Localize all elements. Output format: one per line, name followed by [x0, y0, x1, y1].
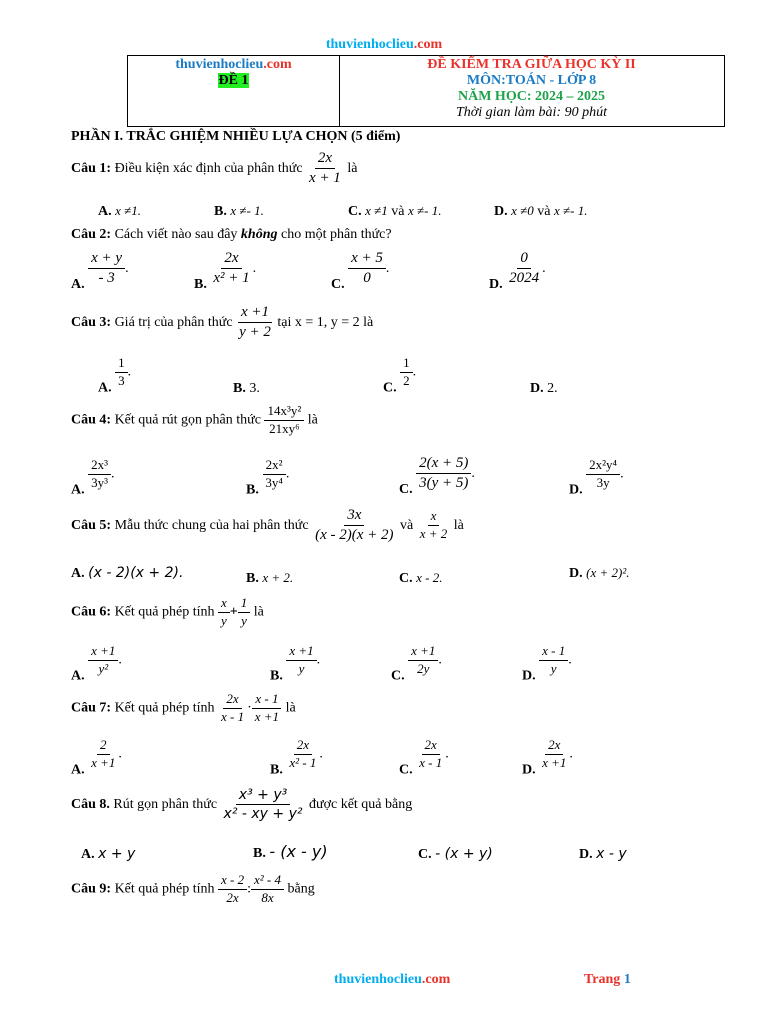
option-a[interactable]: A. $\frac{\text{2x³}}{\text{3y³}}$ . — [71, 457, 115, 498]
question-text-after: là — [285, 700, 296, 716]
option-letter: C. — [399, 571, 413, 586]
question-text-after: là — [453, 517, 464, 533]
header-site-red: .com — [263, 57, 292, 72]
option-b[interactable] — [253, 842, 328, 862]
numerator: 2x² — [263, 458, 286, 475]
operator: + — [229, 604, 238, 620]
top-site-name — [0, 37, 768, 53]
question-text-after: bằng — [287, 881, 315, 897]
option-b[interactable]: B. $\frac{2x}{\text{x² + 1}}$ . — [194, 250, 257, 292]
question-label: Câu 2: — [71, 227, 112, 242]
question-label: Câu 6: — [71, 604, 112, 620]
site-name-blue: thuvienhoclieu — [325, 37, 414, 52]
exam-code: ĐỀ 1 — [218, 73, 249, 88]
option-letter: C. — [399, 481, 413, 497]
question-text-after: là — [253, 604, 264, 620]
denominator: x +1 — [91, 754, 116, 770]
option-letter: A. — [71, 482, 85, 498]
fraction-2 — [417, 509, 451, 542]
denominator: 3y⁴ — [265, 474, 283, 490]
option-b[interactable]: B. $\frac{\text{2x²}}{\text{3y⁴}}$ . — [246, 457, 290, 498]
option-letter: B. — [214, 204, 227, 219]
denominator: 8x — [261, 889, 274, 905]
denominator: y + 2 — [239, 324, 271, 341]
denominator: x +1 — [542, 754, 567, 770]
option-b[interactable] — [246, 570, 293, 587]
question-text: Kết quả phép tính — [114, 700, 215, 716]
question-label: Câu 7: — [71, 700, 112, 716]
fraction — [312, 507, 396, 545]
option-letter: B. — [253, 846, 266, 861]
option-text: 2. — [547, 381, 558, 396]
option-d[interactable]: D. $\frac{\text{2x²y⁴}}{3y}$ . — [569, 457, 624, 498]
numerator: 2x³ — [88, 458, 111, 475]
question-label: Câu 4: — [71, 412, 112, 428]
fraction — [236, 304, 274, 342]
option-a[interactable]: A. $\frac{x + y}{- 3}$ . — [71, 250, 129, 292]
denominator: y — [550, 660, 557, 676]
option-c[interactable]: C. $\frac{1}{2}$ . — [383, 355, 417, 396]
numerator: x +1 — [408, 644, 438, 661]
denominator: x² - xy + y² — [223, 806, 303, 823]
numerator: 2x — [422, 738, 440, 755]
fraction — [506, 250, 542, 288]
numerator: x +1 — [286, 644, 316, 661]
option-letter: D. — [489, 276, 503, 292]
option-letter: D. — [522, 762, 536, 778]
option-c[interactable] — [348, 203, 441, 220]
option-connector: và — [537, 204, 551, 219]
footer-site-blue: thuvienhoclieu — [334, 972, 422, 987]
header-right-cell — [339, 56, 724, 126]
option-text: x ≠1 — [365, 203, 388, 218]
option-a[interactable] — [98, 203, 141, 220]
fraction — [218, 873, 247, 906]
option-d[interactable]: D. $\frac{x - 1}{y}$ . — [522, 643, 572, 684]
denominator: - 3 — [98, 270, 115, 287]
option-letter: C. — [391, 668, 405, 684]
question-text: Kết quả rút gọn phân thức — [114, 412, 261, 428]
numerator: 3x — [344, 507, 364, 526]
exam-header-table — [127, 55, 725, 127]
operator: · — [247, 700, 252, 716]
denominator: (x - 2)(x + 2) — [315, 527, 394, 544]
fraction — [539, 644, 568, 677]
option-letter: A. — [71, 762, 85, 778]
question-2 — [71, 227, 392, 243]
numerator: 14x³y² — [264, 404, 304, 421]
option-c[interactable] — [399, 570, 442, 587]
numerator: 1 — [115, 356, 128, 373]
question-5 — [71, 507, 464, 545]
option-a[interactable] — [81, 846, 135, 863]
option-letter: D. — [494, 204, 508, 219]
denominator: x² - 1 — [289, 754, 317, 770]
option-text: x ≠1. — [115, 203, 142, 218]
denominator: x + 1 — [309, 170, 341, 187]
option-letter: D. — [530, 381, 544, 396]
numerator: x² - 4 — [251, 873, 284, 890]
option-letter: D. — [569, 482, 583, 498]
option-letter: C. — [418, 847, 432, 862]
denominator: x - 1 — [419, 754, 443, 770]
fraction — [264, 404, 304, 437]
option-letter: D. — [522, 668, 536, 684]
question-text-after: tại x = 1, y = 2 là — [277, 314, 374, 330]
fraction — [88, 644, 118, 677]
numerator: 1 — [400, 356, 413, 373]
option-text: (x + 2)². — [586, 565, 630, 580]
operator: : — [247, 881, 251, 897]
fraction — [416, 738, 445, 771]
numerator: 2 — [97, 738, 110, 755]
option-a[interactable]: A. $\frac{x +1}{\text{y²}}$ . — [71, 643, 122, 684]
question-label: Câu 5: — [71, 517, 112, 533]
denominator: 2 — [403, 372, 410, 388]
denominator: 2024 — [509, 270, 540, 287]
option-text: - (x + y) — [435, 846, 493, 862]
option-d[interactable]: D. $\frac{2x}{x +1}$ . — [522, 737, 573, 778]
denominator: y — [241, 612, 247, 628]
option-letter: B. — [270, 762, 283, 778]
question-3 — [71, 304, 373, 342]
option-letter: B. — [246, 571, 259, 586]
denominator: 3 — [118, 372, 125, 388]
page-num: 1 — [623, 972, 631, 987]
fraction — [210, 250, 252, 288]
numerator: x + 5 — [348, 250, 386, 269]
denominator: 2y — [417, 660, 430, 676]
option-text: x ≠0 — [511, 203, 534, 218]
option-letter: B. — [194, 276, 207, 292]
exam-title: ĐỀ KIỂM TRA GIỮA HỌC KỲ II — [427, 57, 636, 72]
fraction-2 — [238, 596, 251, 629]
numerator: x³ + y³ — [236, 787, 290, 805]
numerator: 2x — [545, 738, 563, 755]
option-text: x - 2. — [416, 570, 443, 585]
page-number — [584, 972, 631, 988]
question-7 — [71, 692, 296, 725]
numerator: x - 2 — [218, 873, 247, 890]
option-letter: A. — [98, 380, 112, 396]
option-c[interactable]: C. $\frac{x +1}{2y}$ . — [391, 643, 442, 684]
exam-year: NĂM HỌC: 2024 – 2025 — [458, 89, 605, 104]
option-text: - (x - y) — [269, 842, 328, 861]
option-text: x ≠- 1. — [230, 203, 264, 218]
fraction — [262, 458, 286, 491]
footer-site-name — [334, 972, 450, 988]
fraction — [218, 692, 247, 725]
fraction — [348, 250, 386, 288]
question-label: Câu 1: — [71, 160, 112, 176]
option-letter: C. — [383, 380, 397, 396]
option-text: x - y — [596, 846, 627, 862]
question-text-after: cho một phân thức? — [281, 227, 392, 242]
option-d[interactable] — [530, 381, 558, 397]
denominator: x +1 — [254, 708, 280, 724]
option-b[interactable] — [233, 381, 260, 397]
question-text-after: là — [347, 160, 358, 176]
option-d[interactable]: D. $\frac{0}{2024}$ . — [489, 250, 546, 292]
fraction-2 — [251, 873, 284, 906]
footer-site-red: .com — [421, 972, 451, 987]
option-text: 3. — [249, 381, 260, 396]
denominator: x + 2 — [419, 526, 448, 542]
denominator: 3y³ — [91, 474, 109, 490]
fraction — [400, 356, 413, 389]
option-letter: D. — [569, 566, 583, 581]
option-letter: C. — [331, 276, 345, 292]
question-text: Mẫu thức chung của hai phân thức — [114, 517, 309, 533]
option-letter: B. — [270, 668, 283, 684]
option-letter: A. — [71, 566, 85, 581]
option-c[interactable] — [418, 846, 493, 863]
fraction-2 — [252, 692, 282, 725]
denominator: y — [298, 660, 305, 676]
fraction — [115, 356, 128, 389]
option-text: (x - 2)(x + 2). — [88, 565, 184, 581]
question-text: Điều kiện xác định của phân thức — [114, 160, 303, 176]
denominator: 3(y + 5) — [419, 475, 469, 492]
numerator: 2x — [294, 738, 312, 755]
denominator: 2x — [226, 889, 239, 905]
option-c[interactable]: C. $\frac{x + 5}{0}$ . — [331, 250, 390, 292]
question-6 — [71, 596, 264, 629]
question-emphasis: không — [240, 227, 278, 242]
option-letter: C. — [348, 204, 362, 219]
fraction — [286, 644, 316, 677]
denominator: 0 — [363, 270, 371, 287]
fraction — [586, 458, 620, 491]
fraction — [539, 738, 569, 771]
option-letter: A. — [71, 668, 85, 684]
site-name-red: .com — [413, 37, 443, 52]
option-b[interactable]: B. $\frac{2x}{\text{x² - 1}}$ . — [270, 737, 323, 778]
question-text: Cách viết nào sau đây — [114, 227, 238, 242]
question-text: Kết quả phép tính — [114, 604, 215, 620]
option-d[interactable] — [569, 565, 629, 582]
question-9 — [71, 873, 315, 906]
header-left-cell — [128, 56, 340, 126]
option-text-2: x ≠- 1. — [408, 203, 442, 218]
fraction — [218, 596, 230, 629]
header-site-blue: thuvienhoclieu — [175, 57, 264, 72]
page-label: Trang — [584, 972, 621, 987]
option-d[interactable] — [579, 846, 627, 863]
denominator: y² — [98, 660, 109, 676]
numerator: x +1 — [88, 644, 118, 661]
option-letter: B. — [233, 381, 246, 396]
option-b[interactable] — [214, 203, 264, 220]
option-text: x + y — [98, 846, 136, 862]
question-label: Câu 9: — [71, 881, 112, 897]
question-text: Rút gọn phân thức — [113, 796, 218, 812]
option-text: x + 2. — [262, 570, 294, 585]
question-text: Giá trị của phân thức — [114, 314, 233, 330]
exam-subject: MÔN:TOÁN - LỚP 8 — [466, 73, 597, 88]
numerator: x — [428, 509, 440, 526]
question-text-after: được kết quả bằng — [309, 796, 413, 812]
fraction — [221, 787, 306, 822]
option-c[interactable]: C. $\frac{2x}{x - 1}$ . — [399, 737, 449, 778]
question-label: Câu 8. — [71, 796, 110, 812]
fraction — [88, 738, 118, 771]
question-text: Kết quả phép tính — [114, 881, 215, 897]
numerator: 1 — [238, 596, 251, 613]
numerator: 0 — [517, 250, 531, 269]
numerator: 2x — [223, 692, 241, 709]
numerator: 2x — [221, 250, 241, 269]
numerator: x — [218, 596, 230, 613]
numerator: 2x²y⁴ — [586, 458, 620, 475]
numerator: x - 1 — [252, 692, 281, 709]
option-c[interactable]: C. $\frac{2(x + 5)}{3(y + 5)}$ . — [399, 455, 475, 497]
option-connector: và — [391, 204, 405, 219]
option-letter: C. — [399, 762, 413, 778]
denominator: 3y — [596, 474, 610, 490]
denominator: x² + 1 — [213, 270, 250, 287]
question-connector: và — [400, 517, 414, 533]
part1-title: PHẦN I. TRẮC GHIỆM NHIỀU LỰA CHỌN (5 điểm) — [71, 129, 401, 144]
fraction — [88, 458, 111, 491]
fraction — [306, 150, 344, 188]
option-text-2: x ≠- 1. — [554, 203, 588, 218]
option-a[interactable]: A. $\frac{2}{x +1}$ . — [71, 737, 122, 778]
question-label: Câu 3: — [71, 314, 112, 330]
numerator: x - 1 — [539, 644, 568, 661]
option-a[interactable]: A. $\frac{1}{3}$ . — [98, 355, 132, 396]
option-a[interactable] — [71, 565, 183, 582]
option-letter: A. — [81, 847, 95, 862]
numerator: 2(x + 5) — [416, 455, 471, 474]
numerator: 2x — [315, 150, 335, 169]
numerator: x +1 — [238, 304, 272, 323]
denominator: 21xy⁶ — [269, 420, 300, 436]
numerator: x + y — [88, 250, 125, 269]
denominator: x - 1 — [220, 708, 245, 724]
fraction — [286, 738, 319, 771]
option-d[interactable] — [494, 203, 587, 220]
option-letter: B. — [246, 482, 259, 498]
option-letter: D. — [579, 847, 593, 862]
question-8 — [71, 787, 412, 822]
exam-time: Thời gian làm bài: 90 phút — [456, 105, 607, 120]
fraction — [88, 250, 125, 288]
question-text-after: là — [307, 412, 318, 428]
fraction — [408, 644, 438, 677]
option-letter: A. — [98, 204, 112, 219]
question-4 — [71, 404, 318, 437]
denominator: y — [220, 612, 227, 628]
option-letter: A. — [71, 276, 85, 292]
question-1 — [71, 150, 357, 188]
fraction — [416, 455, 471, 493]
option-b[interactable]: B. $\frac{x +1}{y}$ . — [270, 643, 321, 684]
